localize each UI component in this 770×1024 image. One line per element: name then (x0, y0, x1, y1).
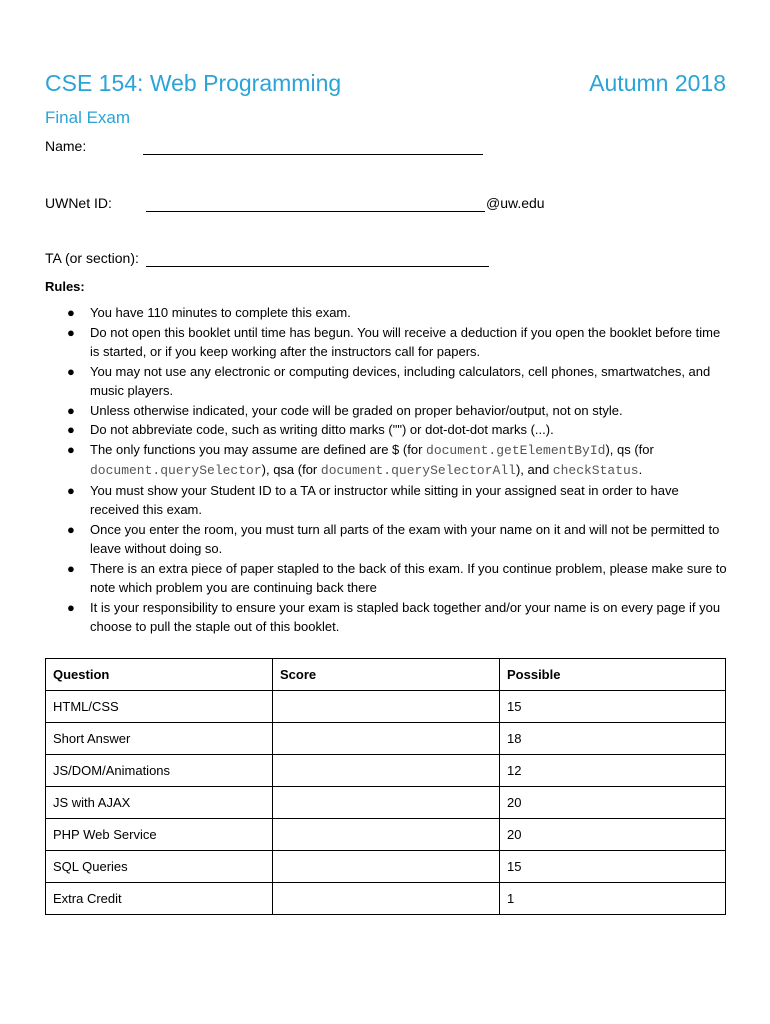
bullet-icon: ● (67, 422, 75, 437)
question-cell: PHP Web Service (46, 819, 273, 851)
question-cell: JS/DOM/Animations (46, 755, 273, 787)
code-getElementById: document.getElementById (426, 442, 606, 458)
question-cell: Short Answer (46, 723, 273, 755)
possible-cell: 12 (500, 755, 726, 787)
table-row (46, 723, 726, 755)
rule-item: ● Do not abbreviate code, such as writing ditto marks ("") or dot-dot-dot marks (...). (67, 420, 727, 440)
possible-cell: 20 (500, 819, 726, 851)
name-blank-line[interactable] (143, 138, 483, 155)
question-cell: JS with AJAX (46, 787, 273, 819)
rule-item: ● Unless otherwise indicated, your code will be graded on proper behavior/output, not on style. (67, 401, 727, 421)
score-table-header (46, 659, 726, 691)
bullet-icon: ● (67, 482, 75, 498)
uwnet-blank-line[interactable] (146, 195, 485, 212)
name-field (45, 138, 86, 154)
score-cell[interactable] (273, 723, 500, 755)
exam-subtitle: Final Exam (45, 108, 131, 127)
score-cell[interactable] (273, 851, 500, 883)
bullet-icon: ● (67, 402, 75, 418)
code-checkStatus: checkStatus (552, 463, 639, 478)
score-table (45, 658, 726, 915)
column-header-score: Score (273, 659, 500, 691)
rules-heading: Rules: (45, 279, 85, 294)
score-cell[interactable] (273, 691, 500, 723)
table-row (46, 755, 726, 787)
question-cell: Extra Credit (46, 883, 273, 915)
rule-item-functions: ● The only functions you may assume are defined are $ (for document.getElementById), qs (for document.querySelector), qsa (for document.querySelectorAll), and checkStatus. (67, 441, 654, 478)
term-label: Autumn 2018 (589, 70, 726, 96)
score-cell[interactable] (273, 787, 500, 819)
table-row (46, 787, 726, 819)
column-header-possible: Possible (500, 659, 726, 691)
ta-field (45, 250, 139, 266)
rule-item: ● You must show your Student ID to a TA or instructor while sitting in your assigned seat in order to have received this exam. (67, 482, 679, 517)
score-cell[interactable] (273, 755, 500, 787)
bullet-icon: ● (67, 521, 75, 537)
possible-cell: 15 (500, 691, 726, 723)
rule-item: ● Do not open this booklet until time has begun. You will receive a deduction if you open the booklet before time is started, or if you keep working after the instructors call for papers. (67, 324, 721, 359)
rule-item: ● Once you enter the room, you must turn all parts of the exam with your name on it and will not be permitted to leave without doing so. (67, 521, 720, 556)
code-querySelectorAll: document.querySelectorAll (320, 463, 516, 478)
possible-cell: 15 (500, 851, 726, 883)
question-cell: HTML/CSS (46, 691, 273, 723)
bullet-icon: ● (67, 305, 75, 320)
rule-item: ● It is your responsibility to ensure your exam is stapled back together and/or your name is on every page if you choose to pull the staple out of this booklet. (67, 599, 721, 634)
rule-item: ● You may not use any electronic or computing devices, including calculators, cell phones, smartwatches, and music players. (67, 363, 711, 398)
rule-item: ● There is an extra piece of paper stapled to the back of this exam. If you continue problem, please make sure to note which problem you are continuing back there (67, 560, 727, 595)
table-row (46, 691, 726, 723)
question-cell: SQL Queries (46, 851, 273, 883)
bullet-icon: ● (67, 560, 75, 576)
bullet-icon: ● (67, 363, 75, 379)
uwnet-field (45, 195, 545, 211)
table-row (46, 851, 726, 883)
possible-cell: 20 (500, 787, 726, 819)
table-row (46, 883, 726, 915)
bullet-icon: ● (67, 441, 75, 457)
name-label: Name: (45, 138, 87, 154)
title-row (45, 70, 726, 100)
code-querySelector: document.querySelector (90, 463, 262, 478)
uwnet-label: UWNet ID: (45, 195, 112, 211)
possible-cell: 18 (500, 723, 726, 755)
score-cell[interactable] (273, 819, 500, 851)
uwnet-suffix: @uw.edu (486, 195, 545, 211)
bullet-icon: ● (67, 599, 75, 615)
column-header-question: Question (46, 659, 273, 691)
course-title: CSE 154: Web Programming (45, 70, 342, 96)
possible-cell: 1 (500, 883, 726, 915)
bullet-icon: ● (67, 324, 75, 340)
rule-item: ● You have 110 minutes to complete this exam. (67, 303, 727, 323)
rules-list (67, 303, 727, 637)
table-row (46, 819, 726, 851)
ta-blank-line[interactable] (146, 250, 489, 267)
ta-label: TA (or section): (45, 250, 139, 266)
score-cell[interactable] (273, 883, 500, 915)
